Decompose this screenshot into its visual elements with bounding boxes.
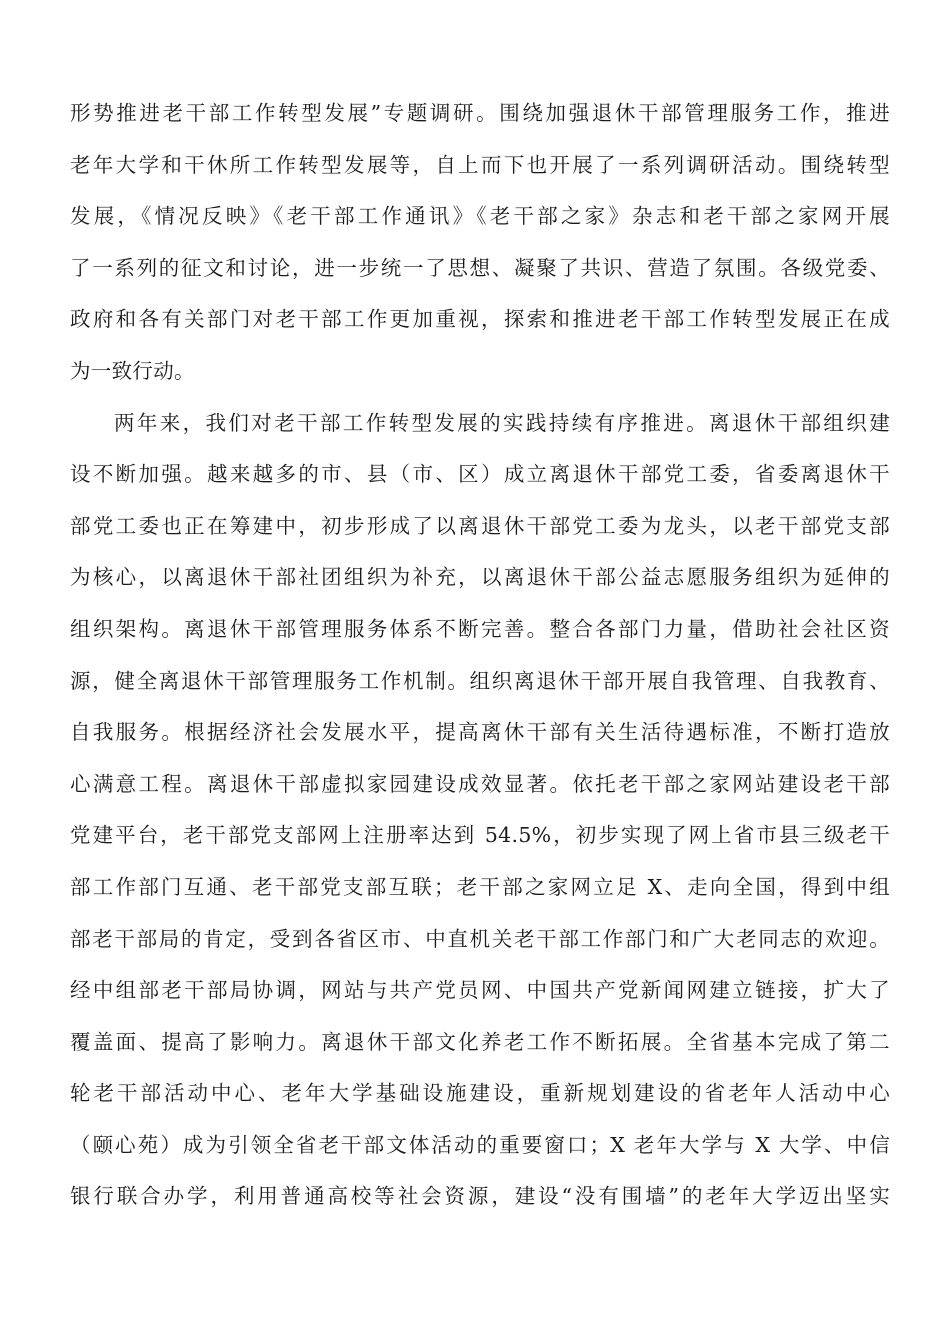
text-line: 发展，《情况反映》《老干部工作通讯》《老干部之家》杂志和老干部之家网开展: [70, 204, 890, 229]
text-line: 设不断加强。越来越多的市、县（市、区）成立离退休干部党工委，省委离退休干: [70, 462, 890, 487]
text-line: 老年大学和干休所工作转型发展等，自上而下也开展了一系列调研活动。围绕转型: [70, 152, 890, 177]
text-line: 心满意工程。离退休干部虚拟家园建设成效显著。依托老干部之家网站建设老干部: [70, 771, 890, 796]
text-line: 组织架构。离退休干部管理服务体系不断完善。整合各部门力量，借助社会社区资: [70, 616, 890, 641]
text-line: 覆盖面、提高了影响力。离退休干部文化养老工作不断拓展。全省基本完成了第二: [70, 1029, 890, 1054]
text-line: 两年来，我们对老干部工作转型发展的实践持续有序推进。离退休干部组织建: [114, 410, 890, 435]
text-line: 银行联合办学，利用普通高校等社会资源，建设“没有围墙”的老年大学迈出坚实: [70, 1184, 890, 1209]
text-line: 自我服务。根据经济社会发展水平，提高离休干部有关生活待遇标准，不断打造放: [70, 720, 890, 745]
text-line: 部党工委也正在筹建中，初步形成了以离退休干部党工委为龙头，以老干部党支部: [70, 513, 890, 538]
text-line: 党建平台，老干部党支部网上注册率达到 54.5%，初步实现了网上省市县三级老干: [70, 823, 890, 848]
paragraph: [70, 398, 890, 1224]
text-line: 部老干部局的肯定，受到各省区市、中直机关老干部工作部门和广大老同志的欢迎。: [70, 926, 890, 951]
text-line: 政府和各有关部门对老干部工作更加重视，探索和推进老干部工作转型发展正在成: [70, 307, 890, 332]
text-line: 轮老干部活动中心、老年大学基础设施建设，重新规划建设的省老年人活动中心: [70, 1081, 890, 1106]
paragraph: [70, 88, 890, 398]
text-line: 部工作部门互通、老干部党支部互联；老干部之家网立足 X、走向全国，得到中组: [70, 874, 890, 899]
text-line: 形势推进老干部工作转型发展”专题调研。围绕加强退休干部管理服务工作，推进: [70, 101, 890, 125]
text-line: 源，健全离退休干部管理服务工作机制。组织离退休干部开展自我管理、自我教育、: [70, 668, 890, 693]
body-text: [70, 88, 890, 1223]
text-line: 为核心，以离退休干部社团组织为补充，以离退休干部公益志愿服务组织为延伸的: [70, 565, 890, 590]
text-line: 了一系列的征文和讨论，进一步统一了思想、凝聚了共识、营造了氛围。各级党委、: [70, 255, 890, 280]
text-line: （颐心苑）成为引领全省老干部文体活动的重要窗口；X 老年大学与 X 大学、中信: [70, 1132, 890, 1157]
text-line: 经中组部老干部局协调，网站与共产党员网、中国共产党新闻网建立链接，扩大了: [70, 978, 890, 1003]
text-line: 为一致行动。: [70, 358, 195, 383]
